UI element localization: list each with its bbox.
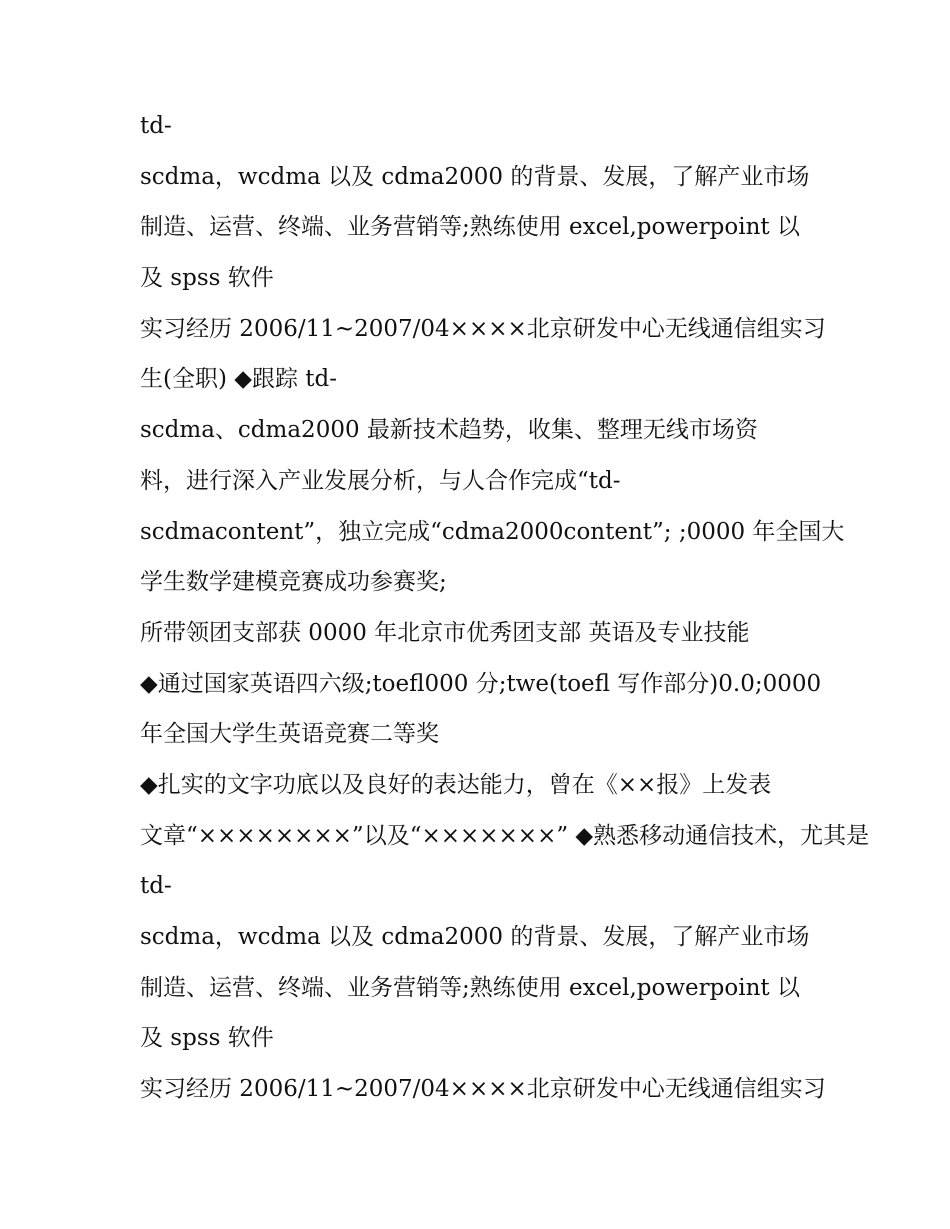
text-line: 学生数学建模竞赛成功参赛奖;	[140, 569, 447, 596]
text-line: scdma，wcdma 以及 cdma2000 的背景、发展，了解产业市场	[140, 924, 810, 950]
text-line: scdma，wcdma 以及 cdma2000 的背景、发展，了解产业市场	[140, 163, 810, 190]
text-line: ◆通过国家英语四六级;toefl000 分;twe(toefl 写作部分)0.0;0000	[140, 670, 822, 697]
text-line: 制造、运营、终端、业务营销等;熟练使用 excel,powerpoint 以	[140, 214, 800, 241]
document-body	[140, 107, 870, 1121]
text-line: 料，进行深入产业发展分析，与人合作完成“td-	[140, 467, 621, 494]
text-line: scdmacontent”，独立完成“cdma2000content”; ;0000 年全国大	[140, 518, 845, 545]
text-line: 实习经历 2006/11~2007/04××××北京研发中心无线通信组实习	[140, 1076, 826, 1103]
text-line: 生(全职) ◆跟踪 td-	[140, 366, 337, 393]
text-line: td-	[140, 873, 172, 900]
text-line: ◆扎实的文字功底以及良好的表达能力，曾在《××报》上发表	[140, 771, 772, 798]
text-line: td-	[140, 113, 172, 139]
text-line: 及 spss 软件	[140, 1025, 274, 1052]
text-line: scdma、cdma2000 最新技术趋势，收集、整理无线市场资	[140, 417, 758, 444]
text-line: 实习经历 2006/11~2007/04××××北京研发中心无线通信组实习	[140, 315, 826, 342]
text-line: 及 spss 软件	[140, 265, 274, 292]
text-line: 年全国大学生英语竞赛二等奖	[140, 721, 439, 748]
text-line: 所带领团支部获 0000 年北京市优秀团支部 英语及专业技能	[140, 619, 750, 646]
text-line: 制造、运营、终端、业务营销等;熟练使用 excel,powerpoint 以	[140, 974, 800, 1001]
text-line: 文章“××××××××”以及“×××××××” ◆熟悉移动通信技术，尤其是	[140, 822, 870, 849]
